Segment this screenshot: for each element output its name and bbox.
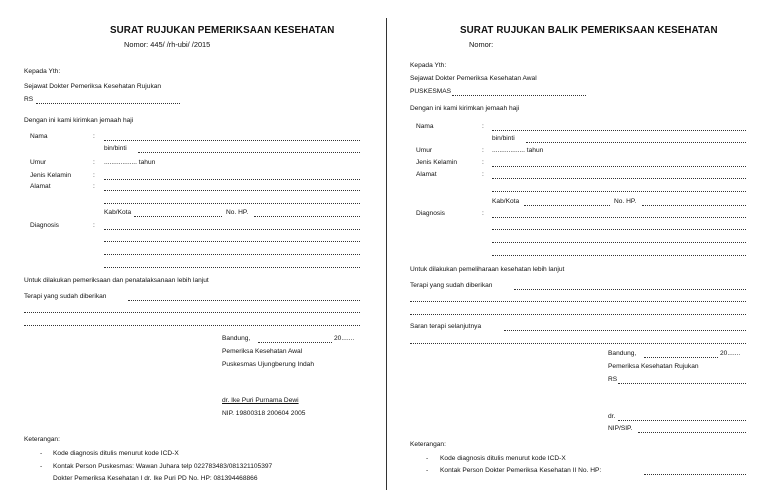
right-colon: : [482, 159, 484, 166]
right-diagnosis-field-2[interactable] [492, 229, 746, 230]
right-diagnosis-field-4[interactable] [492, 255, 746, 256]
right-sig-nip-field[interactable] [638, 432, 746, 433]
right-sig-date-field[interactable] [644, 357, 718, 358]
right-sejawat: Sejawat Dokter Pemeriksa Kesehatan Awal [410, 75, 537, 82]
left-diagnosis-field-2[interactable] [104, 241, 360, 242]
left-terapi-field-3[interactable] [24, 325, 360, 326]
right-alamat-field-2[interactable] [492, 191, 746, 192]
left-keterangan: Keterangan: [24, 436, 60, 443]
right-label-diagnosis: Diagnosis [416, 210, 445, 217]
left-sig-place: Puskesmas Ujungberung Indah [222, 361, 315, 368]
left-label-jenis-kelamin: Jenis Kelamin [30, 172, 72, 179]
right-note: Kode diagnosis ditulis menurut kode ICD-X [440, 455, 566, 462]
right-puskesmas-label: PUSKESMAS [410, 88, 452, 95]
left-no-hp: No. HP. [226, 209, 249, 216]
left-note: Kontak Person Puskesmas: Wawan Juhara telp 022783483/081321105397 [53, 463, 273, 470]
page-divider [386, 18, 387, 490]
right-saran-field-2[interactable] [410, 343, 746, 344]
left-terapi-field-2[interactable] [24, 312, 360, 313]
right-keterangan: Keterangan: [410, 441, 446, 448]
bullet: - [426, 455, 429, 462]
bullet: - [40, 463, 43, 470]
left-colon: : [93, 133, 95, 140]
right-colon: : [482, 123, 484, 130]
right-terapi-field-3[interactable] [410, 314, 746, 315]
left-label-diagnosis: Diagnosis [30, 222, 59, 229]
bullet: - [426, 467, 429, 474]
right-umur-tahun[interactable]: .................. tahun [492, 147, 544, 154]
right-sig-bandung: Bandung, [608, 350, 637, 357]
left-umur-tahun[interactable]: .................. tahun [104, 159, 156, 166]
right-label-alamat: Alamat [416, 171, 437, 178]
right-nama-field[interactable] [492, 130, 746, 131]
right-nomor: Nomor: [469, 40, 494, 49]
left-note: Dokter Pemeriksa Kesehatan I dr. Ike Puri PD No. HP: 081394468866 [53, 475, 258, 482]
right-sig-dr: dr. [608, 413, 616, 420]
right-jenis-kelamin-field[interactable] [492, 166, 746, 167]
left-bin-binti-field[interactable] [138, 152, 360, 153]
left-sig-date-field[interactable] [258, 342, 332, 343]
left-colon: : [93, 183, 95, 190]
right-colon: : [482, 171, 484, 178]
right-colon: : [482, 147, 484, 154]
right-kab-kota-field[interactable] [524, 205, 610, 206]
right-sig-rs: RS [608, 376, 618, 383]
right-terapi-field-1[interactable] [514, 289, 746, 290]
left-sig-doctor: dr. Ike Puri Purnama Dewi [222, 397, 299, 404]
left-label-alamat: Alamat [30, 183, 51, 190]
left-form-title: SURAT RUJUKAN PEMERIKSAAN KESEHATAN [110, 25, 335, 36]
left-terapi: Terapi yang sudah diberikan [24, 293, 107, 300]
left-diagnosis-field-3[interactable] [104, 254, 360, 255]
left-kab-kota: Kab/Kota [104, 209, 132, 216]
right-terapi: Terapi yang sudah diberikan [410, 282, 493, 289]
right-diagnosis-field-1[interactable] [492, 217, 746, 218]
left-dengan: Dengan ini kami kirimkan jemaah haji [24, 117, 134, 124]
left-label-nama: Nama [30, 133, 48, 140]
left-jenis-kelamin-field[interactable] [104, 179, 360, 180]
right-kepada: Kepada Yth: [410, 62, 447, 69]
right-bin-binti: bin/binti [492, 135, 515, 142]
right-sig-role: Pemeriksa Kesehatan Rujukan [608, 363, 699, 370]
left-sig-bandung: Bandung, [222, 335, 251, 342]
left-terapi-field-1[interactable] [128, 300, 360, 301]
left-label-umur: Umur [30, 159, 47, 166]
left-diagnosis-field-1[interactable] [104, 229, 360, 230]
left-nama-field[interactable] [104, 140, 360, 141]
right-diagnosis-field-3[interactable] [492, 242, 746, 243]
left-rs-field[interactable] [36, 103, 180, 104]
left-sig-nip: NIP. 19800318 200604 2005 [222, 410, 306, 417]
left-no-hp-field[interactable] [254, 216, 360, 217]
right-colon: : [482, 210, 484, 217]
right-sig-year: 20....... [720, 350, 741, 357]
right-untuk: Untuk dilakukan pemeliharaan kesehatan lebih lanjut [410, 266, 565, 273]
right-dengan: Dengan ini kami kirimkan jemaah haji [410, 105, 520, 112]
left-kab-kota-field[interactable] [134, 216, 222, 217]
left-sig-year: 20....... [334, 335, 355, 342]
right-kab-kota: Kab/Kota [492, 198, 520, 205]
left-alamat-field-1[interactable] [104, 190, 360, 191]
right-sig-nip: NIP/SIP. [608, 425, 633, 432]
right-form-title: SURAT RUJUKAN BALIK PEMERIKSAAN KESEHATAN [460, 25, 718, 36]
right-terapi-field-2[interactable] [410, 301, 746, 302]
left-bin-binti: bin/binti [104, 145, 127, 152]
left-colon: : [93, 159, 95, 166]
left-diagnosis-field-4[interactable] [104, 267, 360, 268]
left-kepada: Kepada Yth: [24, 68, 61, 75]
right-puskesmas-field[interactable] [452, 95, 586, 96]
bullet: - [40, 450, 43, 457]
right-sig-rs-field[interactable] [618, 383, 746, 384]
left-nomor: Nomor: 445/ /rh-ubi/ /2015 [124, 40, 211, 49]
right-note: Kontak Person Dokter Pemeriksa Kesehatan II No. HP: [440, 467, 602, 474]
left-rs-label: RS [24, 96, 34, 103]
left-untuk: Untuk dilakukan pemeriksaan dan penatalaksanaan lebih lanjut [24, 277, 209, 284]
left-colon: : [93, 222, 95, 229]
right-sig-dr-field[interactable] [618, 420, 746, 421]
left-sejawat: Sejawat Dokter Pemeriksa Kesehatan Rujukan [24, 83, 162, 90]
right-label-umur: Umur [416, 147, 433, 154]
left-note: Kode diagnosis ditulis menurut kode ICD-X [53, 450, 179, 457]
right-label-jenis-kelamin: Jenis Kelamin [416, 159, 458, 166]
right-no-hp: No. HP. [614, 198, 637, 205]
left-alamat-field-2[interactable] [104, 203, 360, 204]
right-saran-field-1[interactable] [504, 330, 746, 331]
right-contact-field[interactable] [644, 474, 746, 475]
right-saran: Saran terapi selanjutnya [410, 323, 482, 330]
right-alamat-field-1[interactable] [492, 178, 746, 179]
left-colon: : [93, 172, 95, 179]
left-sig-role: Pemeriksa Kesehatan Awal [222, 348, 303, 355]
right-label-nama: Nama [416, 123, 434, 130]
right-bin-binti-field[interactable] [526, 142, 746, 143]
right-no-hp-field[interactable] [642, 205, 746, 206]
